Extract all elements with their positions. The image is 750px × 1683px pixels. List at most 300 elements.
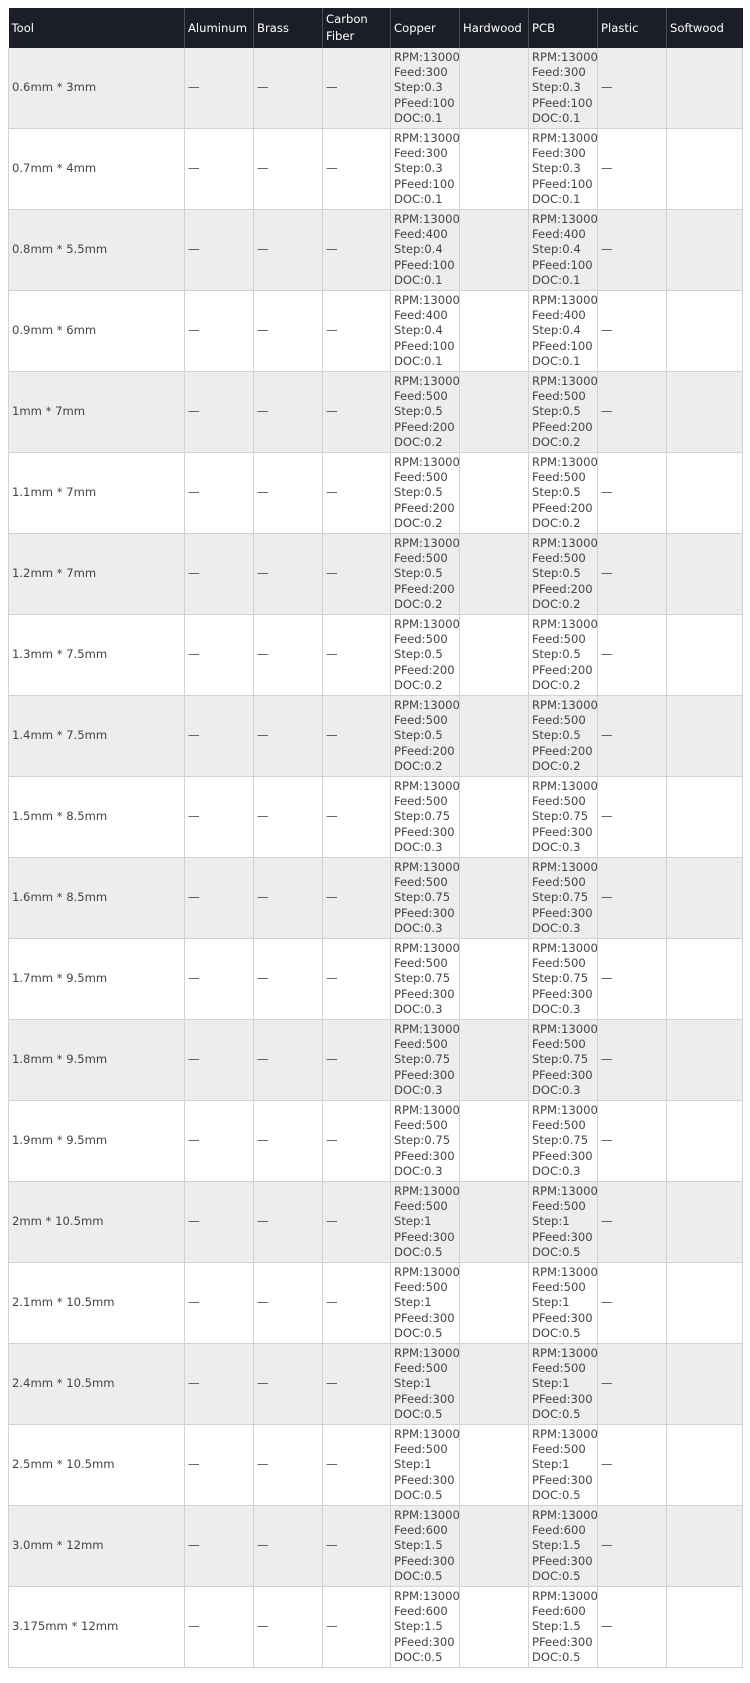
cell-plastic: —: [598, 1263, 667, 1344]
copper-param-line: Feed:500: [394, 470, 448, 485]
copper-param-line: RPM:13000: [394, 373, 460, 388]
cell-pcb: [529, 696, 598, 777]
copper-param-line: PFeed:300: [394, 986, 455, 1001]
copper-param-line: PFeed:100: [394, 257, 455, 272]
col-header-hardwood: Hardwood: [460, 8, 529, 48]
cell-aluminum: —: [185, 777, 254, 858]
cell-aluminum: —: [185, 291, 254, 372]
cell-softwood: [667, 939, 743, 1020]
copper-param-line: Step:0.75: [394, 971, 451, 986]
pcb-param-line: Feed:500: [532, 875, 586, 890]
pcb-param-line: Step:1.5: [532, 1619, 581, 1634]
col-header-pcb: PCB: [529, 8, 598, 48]
copper-param-line: DOC:0.2: [394, 677, 443, 692]
pcb-param-line: Step:0.75: [532, 809, 589, 824]
cell-plastic: —: [598, 1020, 667, 1101]
cell-aluminum: —: [185, 372, 254, 453]
cell-copper: [391, 372, 460, 453]
pcb-param-line: Feed:500: [532, 956, 586, 971]
table-row: [9, 858, 743, 939]
cell-carbon-fiber: —: [323, 534, 391, 615]
copper-param-line: Step:1.5: [394, 1538, 443, 1553]
pcb-param-line: DOC:0.1: [532, 272, 581, 287]
copper-param-line: RPM:13000: [394, 778, 460, 793]
copper-param-line: Feed:500: [394, 389, 448, 404]
pcb-param-line: RPM:13000: [532, 616, 598, 631]
pcb-param-line: Feed:500: [532, 1361, 586, 1376]
copper-param-line: RPM:13000: [394, 454, 460, 469]
cell-brass: —: [254, 453, 323, 534]
cell-softwood: [667, 291, 743, 372]
cell-pcb: [529, 129, 598, 210]
cell-aluminum: —: [185, 1020, 254, 1101]
pcb-param-line: PFeed:100: [532, 338, 593, 353]
cell-softwood: [667, 1263, 743, 1344]
cell-carbon-fiber: —: [323, 1020, 391, 1101]
cell-brass: —: [254, 1587, 323, 1668]
cell-softwood: [667, 210, 743, 291]
copper-param-line: Step:0.3: [394, 80, 443, 95]
cell-brass: —: [254, 939, 323, 1020]
pcb-param-line: Feed:500: [532, 1118, 586, 1133]
pcb-param-line: PFeed:200: [532, 581, 593, 596]
pcb-param-line: Feed:500: [532, 1199, 586, 1214]
cell-hardwood: [460, 1263, 529, 1344]
cell-carbon-fiber: —: [323, 1506, 391, 1587]
cell-plastic: —: [598, 1182, 667, 1263]
cell-pcb: [529, 777, 598, 858]
cell-carbon-fiber: —: [323, 1344, 391, 1425]
cell-pcb: [529, 1344, 598, 1425]
table-row: [9, 453, 743, 534]
copper-param-line: RPM:13000: [394, 616, 460, 631]
copper-param-line: DOC:0.1: [394, 272, 443, 287]
cell-hardwood: [460, 210, 529, 291]
copper-param-line: DOC:0.2: [394, 515, 443, 530]
pcb-param-line: DOC:0.5: [532, 1568, 581, 1583]
cell-pcb: [529, 534, 598, 615]
cell-aluminum: —: [185, 615, 254, 696]
header-row: [9, 8, 743, 48]
cell-copper: [391, 939, 460, 1020]
copper-param-line: DOC:0.5: [394, 1568, 443, 1583]
cell-aluminum: —: [185, 534, 254, 615]
pcb-param-line: DOC:0.1: [532, 110, 581, 125]
pcb-param-line: RPM:13000: [532, 49, 598, 64]
cell-pcb: [529, 615, 598, 696]
table-body: [9, 48, 743, 1668]
cell-hardwood: [460, 372, 529, 453]
copper-param-line: PFeed:100: [394, 95, 455, 110]
pcb-param-line: PFeed:300: [532, 1229, 593, 1244]
cell-softwood: [667, 1587, 743, 1668]
pcb-param-line: Step:0.75: [532, 971, 589, 986]
cell-tool: 0.8mm * 5.5mm: [9, 210, 185, 291]
pcb-param-line: DOC:0.5: [532, 1244, 581, 1259]
pcb-param-line: PFeed:300: [532, 1148, 593, 1163]
cell-copper: [391, 777, 460, 858]
cell-plastic: —: [598, 1425, 667, 1506]
copper-param-line: RPM:13000: [394, 535, 460, 550]
pcb-param-line: Step:0.4: [532, 242, 581, 257]
pcb-param-line: PFeed:200: [532, 500, 593, 515]
cell-hardwood: [460, 1587, 529, 1668]
pcb-param-line: DOC:0.3: [532, 1001, 581, 1016]
cell-hardwood: [460, 696, 529, 777]
cell-hardwood: [460, 1101, 529, 1182]
pcb-param-line: Step:0.3: [532, 80, 581, 95]
pcb-param-line: RPM:13000: [532, 697, 598, 712]
table-row: [9, 210, 743, 291]
cell-carbon-fiber: —: [323, 696, 391, 777]
copper-param-line: Feed:500: [394, 713, 448, 728]
cell-plastic: —: [598, 534, 667, 615]
cell-aluminum: —: [185, 1344, 254, 1425]
copper-param-line: RPM:13000: [394, 130, 460, 145]
pcb-param-line: Step:0.5: [532, 566, 581, 581]
cell-tool: 1.5mm * 8.5mm: [9, 777, 185, 858]
cell-tool: 3.0mm * 12mm: [9, 1506, 185, 1587]
pcb-param-line: DOC:0.2: [532, 677, 581, 692]
copper-param-line: Feed:400: [394, 308, 448, 323]
copper-param-line: Step:0.4: [394, 323, 443, 338]
copper-param-line: RPM:13000: [394, 1588, 460, 1603]
cell-brass: —: [254, 696, 323, 777]
cell-plastic: —: [598, 1344, 667, 1425]
cell-brass: —: [254, 291, 323, 372]
copper-param-line: Feed:500: [394, 1361, 448, 1376]
pcb-param-line: Feed:500: [532, 1280, 586, 1295]
pcb-param-line: DOC:0.3: [532, 920, 581, 935]
cell-plastic: —: [598, 1506, 667, 1587]
table-row: [9, 129, 743, 210]
pcb-param-line: RPM:13000: [532, 373, 598, 388]
pcb-param-line: RPM:13000: [532, 1588, 598, 1603]
cell-carbon-fiber: —: [323, 939, 391, 1020]
cell-brass: —: [254, 1020, 323, 1101]
copper-param-line: DOC:0.1: [394, 191, 443, 206]
copper-param-line: Feed:500: [394, 875, 448, 890]
cell-plastic: —: [598, 129, 667, 210]
copper-param-line: Step:0.5: [394, 404, 443, 419]
copper-param-line: RPM:13000: [394, 211, 460, 226]
cell-brass: —: [254, 129, 323, 210]
cell-copper: [391, 534, 460, 615]
cell-softwood: [667, 1425, 743, 1506]
copper-param-line: RPM:13000: [394, 49, 460, 64]
cell-hardwood: [460, 1344, 529, 1425]
copper-param-line: Feed:600: [394, 1604, 448, 1619]
copper-param-line: Feed:500: [394, 956, 448, 971]
pcb-param-line: Feed:300: [532, 146, 586, 161]
pcb-param-line: Step:1: [532, 1376, 570, 1391]
copper-param-line: Feed:600: [394, 1523, 448, 1538]
cell-plastic: —: [598, 210, 667, 291]
cell-hardwood: [460, 1182, 529, 1263]
pcb-param-line: DOC:0.3: [532, 1163, 581, 1178]
cell-tool: 0.6mm * 3mm: [9, 48, 185, 129]
copper-param-line: Feed:500: [394, 794, 448, 809]
table-row: [9, 1506, 743, 1587]
pcb-param-line: RPM:13000: [532, 778, 598, 793]
copper-param-line: DOC:0.1: [394, 353, 443, 368]
cell-carbon-fiber: —: [323, 615, 391, 696]
pcb-param-line: PFeed:300: [532, 1472, 593, 1487]
cell-aluminum: —: [185, 1101, 254, 1182]
pcb-param-line: Step:0.5: [532, 728, 581, 743]
copper-param-line: RPM:13000: [394, 697, 460, 712]
copper-param-line: Feed:500: [394, 632, 448, 647]
pcb-param-line: PFeed:300: [532, 986, 593, 1001]
copper-param-line: DOC:0.5: [394, 1649, 443, 1664]
cell-brass: —: [254, 1182, 323, 1263]
cell-copper: [391, 1506, 460, 1587]
cell-hardwood: [460, 1020, 529, 1101]
cell-brass: —: [254, 1344, 323, 1425]
copper-param-line: PFeed:100: [394, 176, 455, 191]
copper-param-line: PFeed:300: [394, 1472, 455, 1487]
cell-pcb: [529, 1182, 598, 1263]
cell-hardwood: [460, 534, 529, 615]
cell-brass: —: [254, 1263, 323, 1344]
cell-carbon-fiber: —: [323, 453, 391, 534]
table-row: [9, 939, 743, 1020]
pcb-param-line: RPM:13000: [532, 1507, 598, 1522]
cell-copper: [391, 1182, 460, 1263]
cell-softwood: [667, 453, 743, 534]
pcb-param-line: DOC:0.1: [532, 191, 581, 206]
copper-param-line: Feed:500: [394, 551, 448, 566]
pcb-param-line: Feed:500: [532, 632, 586, 647]
pcb-param-line: PFeed:300: [532, 905, 593, 920]
copper-param-line: PFeed:300: [394, 1634, 455, 1649]
cell-hardwood: [460, 777, 529, 858]
copper-param-line: DOC:0.3: [394, 1082, 443, 1097]
col-header-carbon-fiber: Carbon Fiber: [323, 8, 391, 48]
pcb-param-line: Step:0.5: [532, 404, 581, 419]
cell-carbon-fiber: —: [323, 1263, 391, 1344]
copper-param-line: Feed:500: [394, 1118, 448, 1133]
pcb-param-line: DOC:0.2: [532, 758, 581, 773]
copper-param-line: PFeed:300: [394, 1310, 455, 1325]
cell-softwood: [667, 1506, 743, 1587]
cell-tool: 1.9mm * 9.5mm: [9, 1101, 185, 1182]
copper-param-line: RPM:13000: [394, 940, 460, 955]
cell-tool: 1.8mm * 9.5mm: [9, 1020, 185, 1101]
cell-brass: —: [254, 777, 323, 858]
cell-copper: [391, 1425, 460, 1506]
pcb-param-line: RPM:13000: [532, 1345, 598, 1360]
cell-copper: [391, 129, 460, 210]
cell-copper: [391, 453, 460, 534]
pcb-param-line: Step:0.3: [532, 161, 581, 176]
cell-carbon-fiber: —: [323, 129, 391, 210]
cell-tool: 2.4mm * 10.5mm: [9, 1344, 185, 1425]
cell-softwood: [667, 696, 743, 777]
copper-param-line: PFeed:300: [394, 1553, 455, 1568]
cell-pcb: [529, 1101, 598, 1182]
cell-brass: —: [254, 1101, 323, 1182]
copper-param-line: PFeed:200: [394, 743, 455, 758]
cell-tool: 0.7mm * 4mm: [9, 129, 185, 210]
copper-param-line: Feed:500: [394, 1199, 448, 1214]
pcb-param-line: Step:0.75: [532, 890, 589, 905]
copper-param-line: Step:0.75: [394, 1133, 451, 1148]
cell-tool: 1mm * 7mm: [9, 372, 185, 453]
cell-pcb: [529, 48, 598, 129]
copper-param-line: Step:0.5: [394, 647, 443, 662]
cell-plastic: —: [598, 291, 667, 372]
copper-param-line: DOC:0.3: [394, 1001, 443, 1016]
table-row: [9, 1425, 743, 1506]
pcb-param-line: DOC:0.2: [532, 596, 581, 611]
pcb-param-line: Feed:500: [532, 389, 586, 404]
col-header-tool: Tool: [9, 8, 185, 48]
pcb-param-line: PFeed:300: [532, 824, 593, 839]
copper-param-line: Step:0.5: [394, 728, 443, 743]
copper-param-line: RPM:13000: [394, 1021, 460, 1036]
copper-param-line: Step:0.5: [394, 485, 443, 500]
col-header-aluminum: Aluminum: [185, 8, 254, 48]
copper-param-line: Feed:500: [394, 1280, 448, 1295]
table-row: [9, 1020, 743, 1101]
copper-param-line: Step:1: [394, 1214, 432, 1229]
pcb-param-line: PFeed:200: [532, 662, 593, 677]
copper-param-line: RPM:13000: [394, 1183, 460, 1198]
cell-aluminum: —: [185, 1425, 254, 1506]
feeds-speeds-table: [8, 8, 743, 1668]
cell-aluminum: —: [185, 1263, 254, 1344]
cell-copper: [391, 615, 460, 696]
pcb-param-line: Feed:500: [532, 794, 586, 809]
copper-param-line: Step:0.75: [394, 809, 451, 824]
copper-param-line: Feed:400: [394, 227, 448, 242]
cell-pcb: [529, 858, 598, 939]
cell-tool: 1.1mm * 7mm: [9, 453, 185, 534]
copper-param-line: RPM:13000: [394, 1345, 460, 1360]
copper-param-line: PFeed:200: [394, 500, 455, 515]
cell-hardwood: [460, 129, 529, 210]
col-header-brass: Brass: [254, 8, 323, 48]
cell-brass: —: [254, 1506, 323, 1587]
cell-copper: [391, 1263, 460, 1344]
cell-softwood: [667, 1182, 743, 1263]
copper-param-line: PFeed:100: [394, 338, 455, 353]
cell-plastic: —: [598, 1101, 667, 1182]
cell-tool: 3.175mm * 12mm: [9, 1587, 185, 1668]
cell-carbon-fiber: —: [323, 858, 391, 939]
pcb-param-line: RPM:13000: [532, 535, 598, 550]
pcb-param-line: RPM:13000: [532, 1183, 598, 1198]
cell-brass: —: [254, 48, 323, 129]
cell-carbon-fiber: —: [323, 372, 391, 453]
cell-aluminum: —: [185, 858, 254, 939]
table-row: [9, 372, 743, 453]
cell-copper: [391, 696, 460, 777]
pcb-param-line: DOC:0.1: [532, 353, 581, 368]
cell-aluminum: —: [185, 696, 254, 777]
copper-param-line: DOC:0.3: [394, 920, 443, 935]
cell-carbon-fiber: —: [323, 1101, 391, 1182]
pcb-param-line: DOC:0.2: [532, 434, 581, 449]
cell-aluminum: —: [185, 453, 254, 534]
cell-aluminum: —: [185, 1506, 254, 1587]
copper-param-line: DOC:0.5: [394, 1487, 443, 1502]
table-row: [9, 1182, 743, 1263]
pcb-param-line: RPM:13000: [532, 130, 598, 145]
copper-param-line: Feed:300: [394, 146, 448, 161]
pcb-param-line: PFeed:300: [532, 1310, 593, 1325]
pcb-param-line: PFeed:100: [532, 257, 593, 272]
cell-softwood: [667, 129, 743, 210]
cell-softwood: [667, 48, 743, 129]
copper-param-line: Feed:300: [394, 65, 448, 80]
pcb-param-line: RPM:13000: [532, 940, 598, 955]
cell-plastic: —: [598, 615, 667, 696]
cell-tool: 2mm * 10.5mm: [9, 1182, 185, 1263]
cell-plastic: —: [598, 372, 667, 453]
pcb-param-line: RPM:13000: [532, 292, 598, 307]
cell-copper: [391, 1587, 460, 1668]
cell-copper: [391, 48, 460, 129]
cell-pcb: [529, 1587, 598, 1668]
cell-tool: 1.7mm * 9.5mm: [9, 939, 185, 1020]
copper-param-line: DOC:0.3: [394, 1163, 443, 1178]
cell-brass: —: [254, 372, 323, 453]
copper-param-line: DOC:0.5: [394, 1406, 443, 1421]
pcb-param-line: RPM:13000: [532, 211, 598, 226]
pcb-param-line: DOC:0.3: [532, 839, 581, 854]
pcb-param-line: Feed:500: [532, 470, 586, 485]
copper-param-line: Step:0.75: [394, 1052, 451, 1067]
cell-plastic: —: [598, 1587, 667, 1668]
pcb-param-line: Step:0.75: [532, 1052, 589, 1067]
pcb-param-line: Feed:500: [532, 1037, 586, 1052]
pcb-param-line: Feed:500: [532, 551, 586, 566]
cell-aluminum: —: [185, 48, 254, 129]
cell-hardwood: [460, 1506, 529, 1587]
cell-pcb: [529, 453, 598, 534]
cell-brass: —: [254, 210, 323, 291]
pcb-param-line: PFeed:300: [532, 1391, 593, 1406]
copper-param-line: DOC:0.5: [394, 1244, 443, 1259]
copper-param-line: Step:1: [394, 1457, 432, 1472]
copper-param-line: PFeed:300: [394, 905, 455, 920]
cell-pcb: [529, 291, 598, 372]
copper-param-line: Step:0.4: [394, 242, 443, 257]
pcb-param-line: PFeed:300: [532, 1067, 593, 1082]
copper-param-line: RPM:13000: [394, 1264, 460, 1279]
pcb-param-line: DOC:0.3: [532, 1082, 581, 1097]
cell-brass: —: [254, 1425, 323, 1506]
copper-param-line: PFeed:300: [394, 1067, 455, 1082]
table-header: [9, 8, 743, 48]
pcb-param-line: DOC:0.5: [532, 1487, 581, 1502]
copper-param-line: DOC:0.2: [394, 434, 443, 449]
cell-hardwood: [460, 858, 529, 939]
cell-hardwood: [460, 291, 529, 372]
cell-softwood: [667, 1020, 743, 1101]
cell-carbon-fiber: —: [323, 291, 391, 372]
cell-tool: 2.5mm * 10.5mm: [9, 1425, 185, 1506]
pcb-param-line: PFeed:300: [532, 1553, 593, 1568]
copper-param-line: PFeed:200: [394, 581, 455, 596]
cell-plastic: —: [598, 696, 667, 777]
pcb-param-line: Feed:600: [532, 1604, 586, 1619]
pcb-param-line: PFeed:200: [532, 419, 593, 434]
copper-param-line: Step:1.5: [394, 1619, 443, 1634]
pcb-param-line: Step:1: [532, 1295, 570, 1310]
